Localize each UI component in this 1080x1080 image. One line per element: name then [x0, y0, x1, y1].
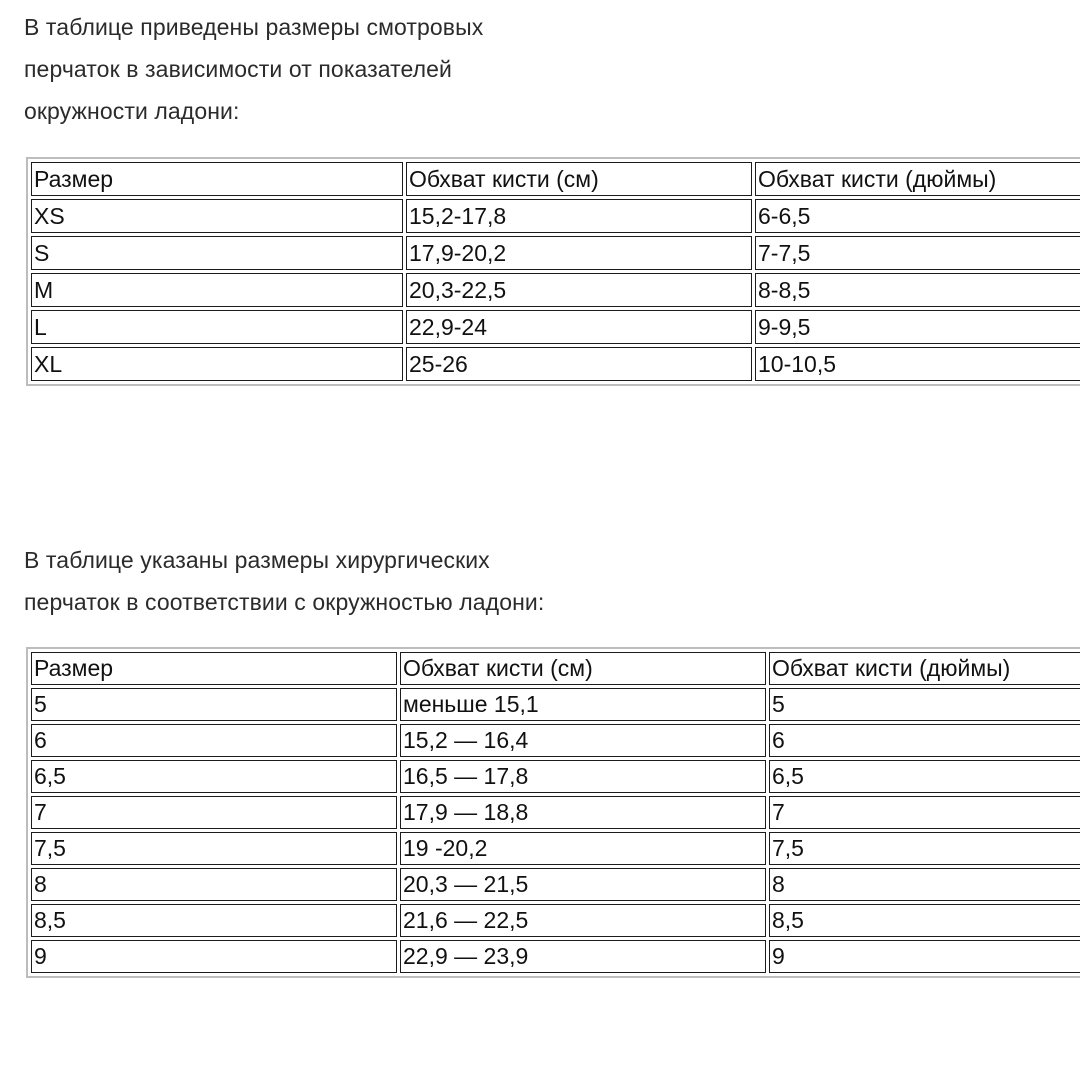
cell-size: M	[31, 273, 403, 307]
cell-girth-inches: 7	[769, 796, 1080, 829]
cell-girth-cm: 15,2 — 16,4	[400, 724, 766, 757]
exam-gloves-size-table	[26, 157, 1080, 386]
cell-girth-cm: 19 -20,2	[400, 832, 766, 865]
cell-girth-cm: 22,9 — 23,9	[400, 940, 766, 973]
header-girth-inches: Обхват кисти (дюймы)	[769, 652, 1080, 685]
cell-girth-cm: 17,9-20,2	[406, 236, 752, 270]
intro-line: перчаток в зависимости от показателей	[24, 56, 453, 82]
cell-girth-cm: 20,3-22,5	[406, 273, 752, 307]
table-row	[31, 760, 1080, 793]
cell-girth-cm: 15,2-17,8	[406, 199, 752, 233]
table-row	[31, 724, 1080, 757]
cell-girth-cm: 17,9 — 18,8	[400, 796, 766, 829]
table-row	[31, 796, 1080, 829]
cell-girth-inches: 6-6,5	[755, 199, 1080, 233]
cell-size: 8,5	[31, 904, 397, 937]
table-row	[31, 310, 1080, 344]
table-row	[31, 904, 1080, 937]
table-header-row	[31, 652, 1080, 685]
cell-girth-inches: 8	[769, 868, 1080, 901]
cell-girth-inches: 7,5	[769, 832, 1080, 865]
header-size: Размер	[31, 162, 403, 196]
cell-size: 7,5	[31, 832, 397, 865]
surgical-gloves-size-table	[26, 647, 1080, 978]
cell-girth-inches: 5	[769, 688, 1080, 721]
cell-girth-cm: меньше 15,1	[400, 688, 766, 721]
table-row	[31, 236, 1080, 270]
cell-girth-inches: 7-7,5	[755, 236, 1080, 270]
exam-gloves-intro	[24, 6, 483, 132]
surgical-gloves-intro	[24, 539, 544, 623]
cell-girth-inches: 8,5	[769, 904, 1080, 937]
cell-girth-inches: 10-10,5	[755, 347, 1080, 381]
table-row	[31, 688, 1080, 721]
header-girth-cm: Обхват кисти (см)	[406, 162, 752, 196]
cell-girth-inches: 9-9,5	[755, 310, 1080, 344]
cell-girth-inches: 9	[769, 940, 1080, 973]
cell-girth-inches: 6	[769, 724, 1080, 757]
cell-size: 8	[31, 868, 397, 901]
table-row	[31, 868, 1080, 901]
cell-girth-cm: 21,6 — 22,5	[400, 904, 766, 937]
intro-line: В таблице приведены размеры смотровых	[24, 14, 484, 40]
cell-size: 5	[31, 688, 397, 721]
intro-line: окружности ладони:	[24, 98, 240, 124]
cell-size: L	[31, 310, 403, 344]
table-row	[31, 832, 1080, 865]
cell-size: 6,5	[31, 760, 397, 793]
table-row	[31, 199, 1080, 233]
cell-size: XS	[31, 199, 403, 233]
crop-mask	[0, 388, 1080, 528]
cell-size: S	[31, 236, 403, 270]
crop-mask	[0, 985, 1080, 1080]
cell-girth-cm: 25-26	[406, 347, 752, 381]
header-girth-cm: Обхват кисти (см)	[400, 652, 766, 685]
cell-girth-cm: 22,9-24	[406, 310, 752, 344]
cell-girth-cm: 16,5 — 17,8	[400, 760, 766, 793]
table-header-row	[31, 162, 1080, 196]
cell-girth-inches: 6,5	[769, 760, 1080, 793]
header-size: Размер	[31, 652, 397, 685]
table-row	[31, 273, 1080, 307]
table-row	[31, 940, 1080, 973]
table-row	[31, 347, 1080, 381]
cell-girth-cm: 20,3 — 21,5	[400, 868, 766, 901]
cell-size: XL	[31, 347, 403, 381]
cell-size: 6	[31, 724, 397, 757]
intro-line: перчаток в соответствии с окружностью ладони:	[24, 589, 545, 615]
cell-girth-inches: 8-8,5	[755, 273, 1080, 307]
intro-line: В таблице указаны размеры хирургических	[24, 547, 490, 573]
cell-size: 9	[31, 940, 397, 973]
cell-size: 7	[31, 796, 397, 829]
header-girth-inches: Обхват кисти (дюймы)	[755, 162, 1080, 196]
